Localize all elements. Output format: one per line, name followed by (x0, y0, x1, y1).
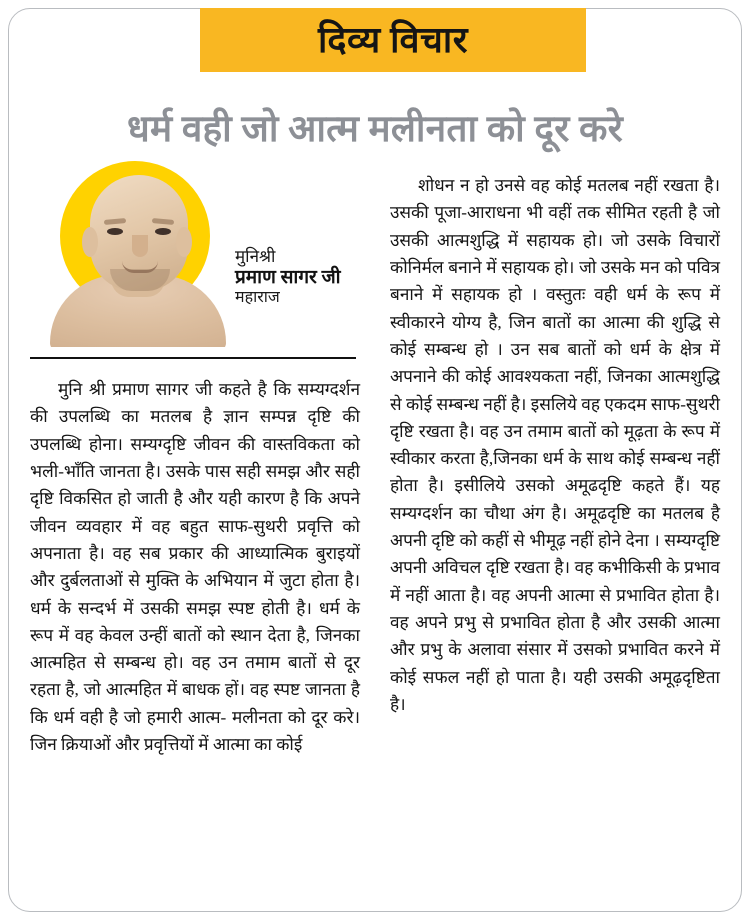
masthead-title: दिव्य विचार (318, 20, 468, 60)
author-caption (235, 247, 360, 308)
portrait-eye-right (155, 228, 171, 235)
portrait-nose (132, 235, 148, 257)
article-body-right: शोधन न हो उनसे वह कोई मतलब नहीं रखता है। उसकी पूजा-आराधना भी वहीं तक सीमित रहती है जो उसकी आत्मशुद्धि में सहायक हो। जो उसके विचारों कोनिर्मल बनाने में सहायक हो। जो उसके मन को पवित्र बनाने में सहायक हो । वस्तुतः वही धर्म के रूप में स्वीकारने योग्य है, जिन बातों का आत्मा की शुद्धि से कोई सम्बन्ध हो । उन सब बातों को धर्म के क्षेत्र में अपनाने की कोई आवश्यकता नहीं, जिनका आत्मशुद्धि से कोई सम्बन्ध नहीं है। इसलिये वह एकदम साफ-सुथरी दृष्टि रखता है। वह उन तमाम बातों को मूढ़ता के रूप में स्वीकार करता है,जिनका धर्म के साथ कोई सम्बन्ध नहीं होता है। इसीलिये उसको अमूढदृष्टि कहते हैं। यह सम्यग्दर्शन का चौथा अंग है। अमूढदृष्टि का मतलब है अपनी दृष्टि को कहीं से भीमूढ़ नहीं होने देना । सम्यग्दृष्टि अपनी अविचल दृष्टि रखता है। वह कभीकिसी के प्रभाव में नहीं आता है। वह अपनी आत्मा से प्रभावित होता है। वह अपने प्रभु से प्रभावित होता है और उसकी आत्मा और प्रभु के अलावा संसार में उसको प्रभावित करने में कोई सफल नहीं हो पाता है। यही उसकी अमूढ़दृष्टिता है। (390, 176, 720, 714)
article-body-left: मुनि श्री प्रमाण सागर जी कहते है कि सम्यग्दर्शन की उपलब्धि का मतलब है ज्ञान सम्पन्न दृष्टि की उपलब्धि होना। सम्यग्दृष्टि जीवन की वास्तविकता को भली-भाँति जानता है। उसके पास सही समझ और सही दृष्टि विकसित हो जाती है और यही कारण है कि अपने जीवन व्यवहार में वह बहुत साफ-सुथरी प्रवृत्ति को अपनाता है। वह सब प्रकार की आध्यात्मिक बुराइयों और दुर्बलताओं से मुक्ति के अभियान में जुटा होता है। धर्म के सन्दर्भ में उसकी समझ स्पष्ट होती है। धर्म के रूप में वह केवल उन्हीं बातों को स्थान देता है, जिनका आत्महित से सम्बन्ध हो। वह उन तमाम बातों से दूर रहता है, जो आत्महित में बाधक हों। वह स्पष्ट जानता है कि धर्म वही है जो हमारी आत्म- मलीनता को दूर करे। जिन क्रियाओं और प्रवृत्तियों में आत्मा का कोई (30, 380, 360, 755)
portrait-eye-left (107, 228, 123, 235)
left-column (30, 155, 360, 885)
author-name: प्रमाण सागर जी (235, 267, 341, 289)
right-column (390, 155, 720, 885)
article-columns (30, 155, 720, 885)
author-portrait (48, 157, 228, 347)
author-suffix: महाराज (235, 289, 280, 307)
portrait-ear-left (82, 227, 98, 257)
article-headline: धर्म वही जो आत्म मलीनता को दूर करे (127, 108, 623, 150)
portrait-ear-right (176, 227, 192, 257)
column-divider-rule (30, 357, 356, 359)
author-block (30, 155, 360, 347)
masthead-banner (200, 8, 586, 72)
author-prefix: मुनिश्री (235, 247, 276, 266)
